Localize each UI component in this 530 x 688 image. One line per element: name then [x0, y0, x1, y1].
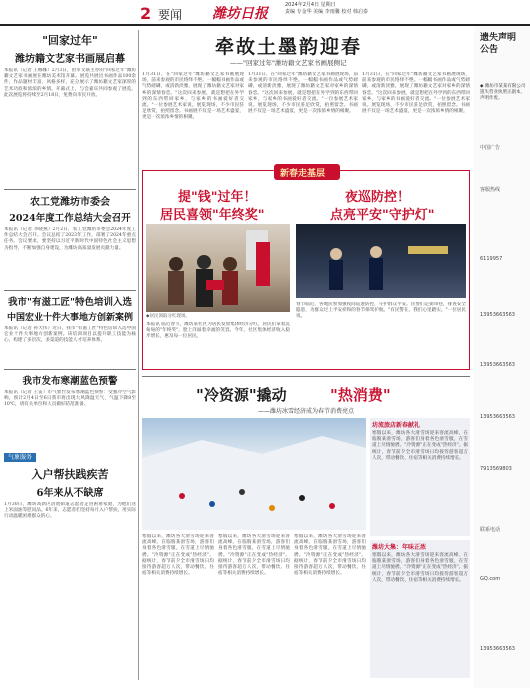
article4-body: 本报讯（记者 王雷）市气象台发布寒潮蓝色预警：受强冷空气影响，预计2月4日至6日我市将出现大风降温天气，气温下降8至10℃，请有关单位和人员做好防范准备。 — [4, 390, 136, 408]
ski-box2 — [370, 540, 470, 678]
new-year-banner — [274, 164, 340, 180]
new-year-banner-label: 新春走基层 — [280, 169, 326, 179]
feature-subtitle: ——"回家过年"潍坊籍文艺家书画展侧记 — [230, 59, 347, 67]
feature-body-col2 — [248, 72, 358, 158]
issue-editors: 责编 专金华 美编 李雨馨 校对 韩启泰 — [285, 9, 368, 15]
section-name: 要闻 — [158, 8, 183, 22]
sidebar-label-9: GQ.com — [480, 576, 501, 582]
column-divider — [138, 30, 139, 680]
sidebar-label-6: 13953663563 — [480, 414, 515, 420]
ski-body-1: 寒假以来，潍坊各大滑雪场迎来客流高峰。在临朐某滑雪场，游客们身着各色滑雪服，在雪道上尽情驰骋。"冷资源"正在变成"热经济"。据统计，春节前夕全市滑雪场日均接待游客超万人次，带动餐饮、住宿等相关消费持续增长。 — [142, 534, 214, 577]
article3-subtitle: 中国宏业十件大事地方创新案例 — [6, 313, 133, 323]
article4-title: 我市发布寒潮蓝色预警 — [22, 376, 118, 387]
sidebar-label-8: 联系电话 — [480, 527, 501, 533]
ski-box1-body: 寒假以来，潍坊各大滑雪场迎来客流高峰。在临朐某滑雪场，游客们身着各色滑雪服，在雪道上尽情驰骋。"冷资源"正在变成"热经济"。据统计，春节前夕全市滑雪场日均接待游客超万人次，带动餐饮、住宿等相关消费持续增长。 — [372, 431, 468, 461]
newspaper-logo: 潍坊日报 — [212, 6, 268, 22]
article1-subtitle: 潍坊籍文艺家书画展启幕 — [15, 54, 125, 65]
sidebar-label-7: 7913569803 — [480, 466, 512, 472]
article2-title: 农工党潍坊市委会 — [30, 197, 110, 208]
article5-subtitle: 6年来从不缺席 — [36, 488, 104, 499]
sidebar-label-4: 13953663563 — [480, 312, 515, 318]
ski-box2-body: 寒假以来，潍坊各大滑雪场迎来客流高峰。在临朐某滑雪场，游客们身着各色滑雪服，在雪道上尽情驰骋。"冷资源"正在变成"热经济"。据统计，春节前夕全市滑雪场日均接待游客超万人次，带动餐饮、住宿等相关消费持续增长。 — [372, 553, 468, 583]
ski-body-col1 — [142, 534, 214, 682]
ski-body-2: 寒假以来，潍坊各大滑雪场迎来客流高峰。在临朐某滑雪场，游客们身着各色滑雪服，在雪道上尽情驰骋。"冷资源"正在变成"热经济"。据统计，春节前夕全市滑雪场日均接待游客超万人次，带动餐饮、住宿等相关消费持续增长。 — [218, 534, 290, 577]
community-photo — [146, 224, 290, 312]
ski-box2-title: 潍坊大集：年味正浓 — [372, 544, 427, 551]
section-divider — [142, 376, 470, 377]
divider — [4, 290, 136, 291]
article3-title: 我市"有滋工匠"特色培训入选 — [8, 297, 132, 308]
divider — [4, 369, 136, 370]
ski-subtitle: ——潍坊冰雪经济成为春节消费亮点 — [258, 408, 355, 415]
masthead — [0, 0, 530, 26]
sidebar-label-10: 13953663563 — [480, 646, 515, 652]
feature-title: 牵故土墨韵迎春 — [215, 36, 363, 58]
feature-body: 1月31日，在"回家过年"潍坊籍文艺家书画展现场，前来参观的市民络绎不绝。一幅幅书画作品或气势磅礴，或清新淡雅，展现了潍坊籍文艺家对家乡的深情眷恋。"这次回来参展，就是想把在外学到的东西带回家乡，与家乡的书画爱好者交流。"一位参展艺术家说。展览现场，不少市民驻足欣赏，拍照留念。书画展不仅是一场艺术盛宴，更是一次浓浓乡情的相聚。 — [142, 72, 244, 121]
sidebar-notice: ◆ 潍坊市某某有限公司遗失营业执照正副本，声明作废。 — [480, 84, 526, 101]
ski-box1-title: 坊流旅店新春献礼 — [372, 422, 421, 429]
page-number: 2 — [140, 4, 152, 23]
sidebar-title: 遗失声明公告 — [480, 33, 517, 55]
article3-body: 本报讯（记者 孙大伟）近日，我市"有滋工匠"特色培训入选中国宏业十件大事地方创新案例。该培训项目以提升职工技能为核心，构建了多层次、多渠道的技能人才培养体系。 — [4, 326, 136, 344]
article5-title: 入户帮扶践疾苦 — [31, 468, 109, 481]
ski-body-3: 寒假以来，潍坊各大滑雪场迎来客流高峰。在临朐某滑雪场，游客们身着各色滑雪服，在雪道上尽情驰骋。"冷资源"正在变成"热经济"。据统计，春节前夕全市滑雪场日均接待游客超万人次，带动餐饮、住宿等相关消费持续增长。 — [294, 534, 366, 577]
sidebar-label-5: 13953663563 — [480, 362, 515, 368]
patrol-photo-art — [296, 224, 466, 298]
ads-sidebar — [474, 26, 530, 688]
ski-body-col3 — [294, 534, 366, 682]
red-right-title-1: 夜巡防控！ — [345, 190, 411, 205]
sidebar-label-1: 中国广告 — [480, 145, 501, 151]
ski-title-2: "热消费" — [330, 386, 391, 404]
red-right-title-2: 点亮平安"守护灯" — [330, 208, 435, 223]
article1-title: "回家过年" — [42, 34, 98, 47]
red-left-text: 本报讯 临近春节，潍坊某社区为居民发放集体经济分红，居民们拿着沉甸甸的"年终奖"，脸上洋溢着幸福的笑容。今年，社区集体经济收入稳步增长，惠及每一位居民。 — [146, 322, 290, 340]
weather-badge — [4, 444, 136, 463]
article2-body: 本报讯（记者 李晓燕）2月2日，农工党潍坊市委会2024年度工作总结大会召开。会议总结了2023年工作，部署了2024年重点任务。会议要求，要坚持以习近平新时代中国特色社会主义思想为指导，不断加强自身建设，为潍坊高质量发展贡献力量。 — [4, 227, 136, 251]
feature-body-cont: 1月31日，在"回家过年"潍坊籍文艺家书画展现场，前来参观的市民络绎不绝。一幅幅书画作品或气势磅礴，或清新淡雅，展现了潍坊籍文艺家对家乡的深情眷恋。"这次回来参展，就是想把在外学到的东西带回家乡，与家乡的书画爱好者交流。"一位参展艺术家说。展览现场，不少市民驻足欣赏，拍照留念。书画展不仅是一场艺术盛宴，更是一次浓浓乡情的相聚。 — [248, 72, 358, 115]
feature-body-col3 — [362, 72, 470, 158]
red-right-text: 春节临近，各地民警加强夜间巡逻防控，守护群众平安。民警们走街串巷，排查安全隐患，为群众过上平安祥和的春节保驾护航。"有民警在，我们心里踏实。"一位居民说。 — [296, 302, 466, 320]
feature-body-col1 — [142, 72, 244, 158]
red-left-title-1: 提"钱"过年！ — [178, 190, 257, 205]
red-right-body — [296, 302, 466, 366]
ski-photo — [142, 418, 366, 530]
ski-body-col2 — [218, 534, 290, 682]
article2-subtitle: 2024年度工作总结大会召开 — [9, 213, 131, 224]
ski-title-1: "冷资源"撬动 — [196, 386, 287, 404]
weather-badge-label: 气象服务 — [4, 453, 36, 462]
community-photo-art — [146, 224, 290, 312]
patrol-photo — [296, 224, 466, 298]
red-left-title-2: 居民喜领"年终奖" — [160, 208, 265, 223]
red-left-body — [146, 322, 290, 366]
ski-right-col — [370, 418, 470, 680]
article1-body: 本报讯（记者 王娜娜）2月3日，由市文联主办的"回家过年"潍坊籍文艺家书画展在潍坊美术馆开幕。展览共展出书画作品100余件，作品题材丰富、风格多样，充分展示了潍坊籍文艺家深厚的艺术功底和浓浓的乡情。开幕式上，与会嘉宾共同参观了展览。此次展览将持续至2月18日，免费向市民开放。 — [4, 68, 136, 98]
feature-body-cont2: 1月31日，在"回家过年"潍坊籍文艺家书画展现场，前来参观的市民络绎不绝。一幅幅书画作品或气势磅礴，或清新淡雅，展现了潍坊籍文艺家对家乡的深情眷恋。"这次回来参展，就是想把在外学到的东西带回家乡，与家乡的书画爱好者交流。"一位参展艺术家说。展览现场，不少市民驻足欣赏，拍照留念。书画展不仅是一场艺术盛宴，更是一次浓浓乡情的相聚。 — [362, 72, 470, 115]
left-column — [4, 30, 136, 686]
issue-info — [285, 2, 368, 16]
article5-body: 1月30日，潍坊高新区清池街道志愿者走进困难家庭，为他们送上米面油等慰问品。6年来，志愿者们坚持每月入户帮扶，用实际行动温暖困难群众的心。 — [4, 502, 136, 520]
sidebar-label-3: 6119957 — [480, 256, 503, 262]
ski-photo-art — [142, 418, 366, 530]
sidebar-label-2: 客服热线 — [480, 187, 501, 193]
issue-date: 2024年2月4日 星期日 — [285, 2, 336, 8]
divider — [4, 189, 136, 190]
ski-box1 — [370, 418, 470, 536]
red-photo-caption: ◆居民领取分红现场。 — [146, 314, 190, 319]
